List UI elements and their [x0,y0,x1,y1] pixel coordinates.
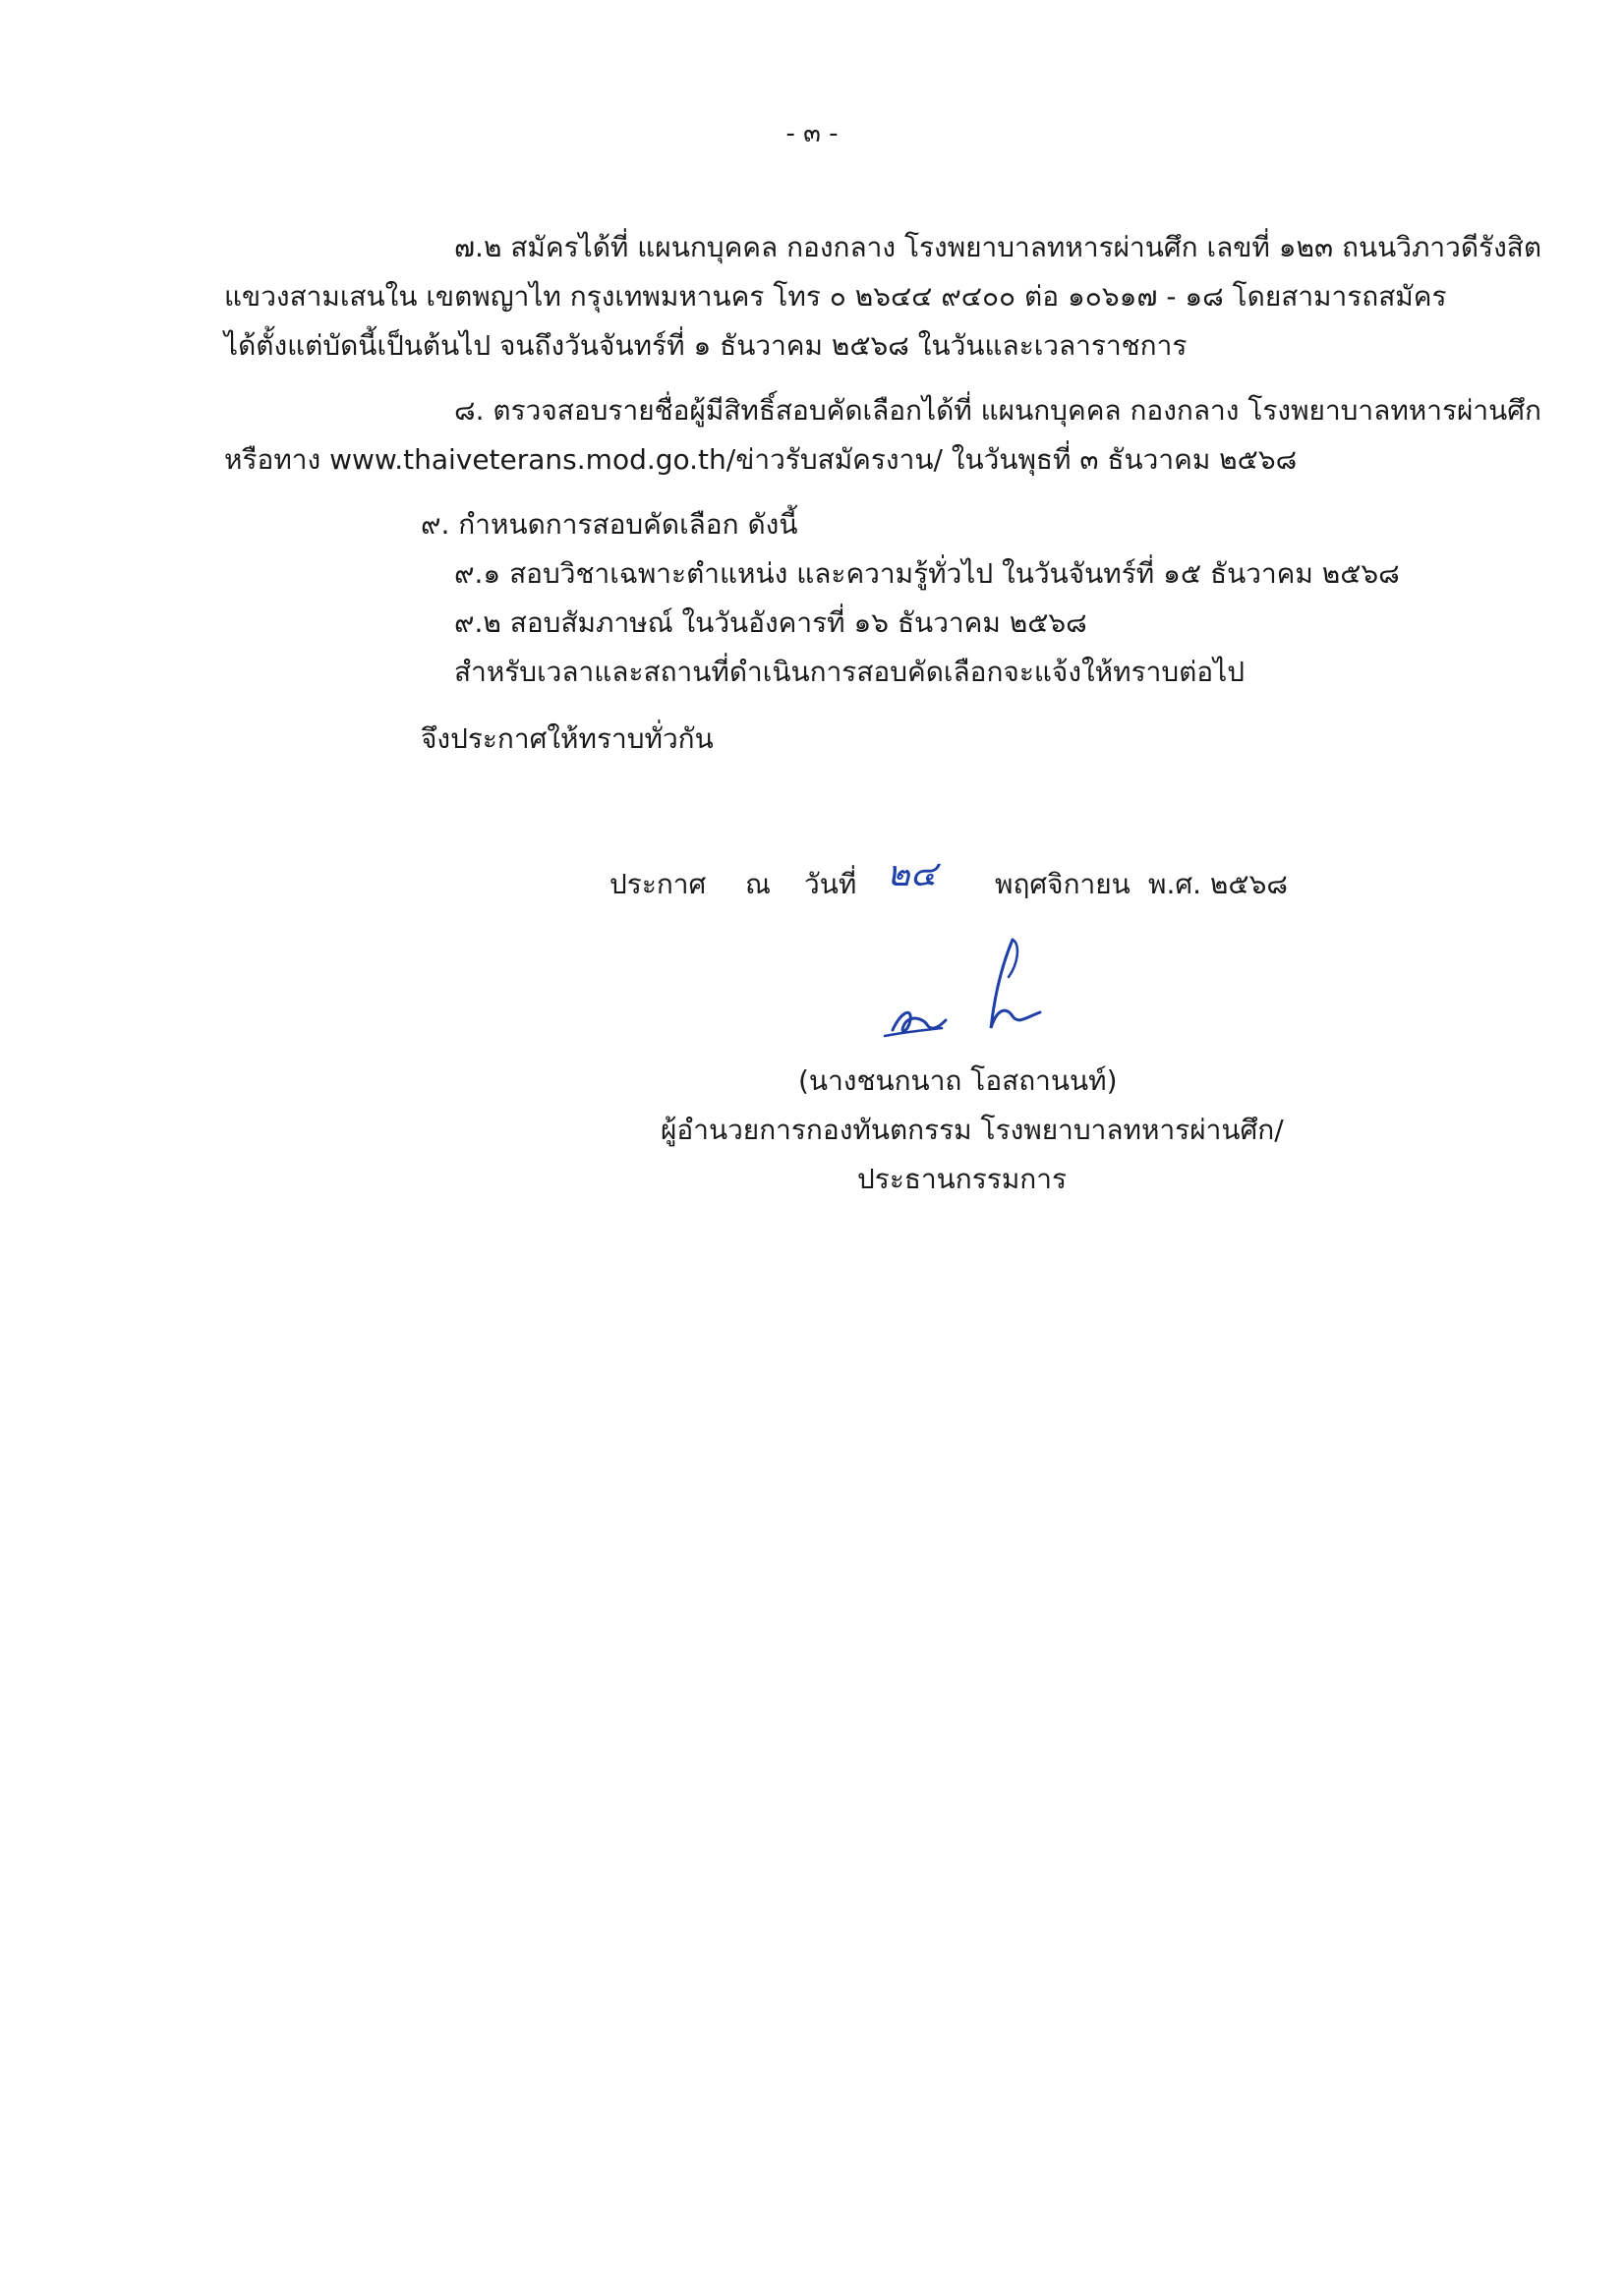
item-7-2-line-2: แขวงสามเสนใน เขตพญาไท กรุงเทพมหานคร โทร ๐ ๒๖๔๔ ๙๔๐๐ ต่อ ๑๐๖๑๗ - ๑๘ โดยสามารถสมัคร [224,280,1447,313]
item-7-2-line-1: ๗.๒ สมัครได้ที่ แผนกบุคคล กองกลาง โรงพยาบาลทหารผ่านศึก เลขที่ ๑๒๓ ถนนวิภาวดีรังสิต [454,231,1542,263]
signer-name: (นางชนกนาถ โอสถานนท์) [798,1064,1118,1097]
signer-role: ประธานกรรมการ [857,1163,1068,1195]
item-7-2-line-3: ได้ตั้งแต่บัดนี้เป็นต้นไป จนถึงวันจันทร์ที่ ๑ ธันวาคม ๒๕๖๘ ในวันและเวลาราชการ [224,329,1188,362]
item-9-note: สำหรับเวลาและสถานที่ดำเนินการสอบคัดเลือกจะแจ้งให้ทราบต่อไป [454,656,1245,688]
announce-at: ณ [745,868,771,900]
announce-word: ประกาศ [609,868,707,900]
page-number: - ๓ - [785,119,839,148]
announce-month: พฤศจิกายน [995,868,1131,900]
item-9-2: ๙.๒ สอบสัมภาษณ์ ในวันอังคารที่ ๑๖ ธันวาคม ๒๕๖๘ [454,606,1087,639]
item-9-heading: ๙. กำหนดการสอบคัดเลือก ดังนี้ [421,508,798,541]
announce-year: พ.ศ. ๒๕๖๘ [1148,868,1288,900]
item-8-line-1: ๘. ตรวจสอบรายชื่อผู้มีสิทธิ์สอบคัดเลือกได้ที่ แผนกบุคคล กองกลาง โรงพยาบาลทหารผ่านศึก [454,394,1541,427]
item-9-1: ๙.๑ สอบวิชาเฉพาะตำแหน่ง และความรู้ทั่วไป ในวันจันทร์ที่ ๑๕ ธันวาคม ๒๕๖๘ [454,557,1400,590]
signer-position: ผู้อำนวยการกองทันตกรรม โรงพยาบาลทหารผ่านศึก/ [661,1114,1284,1146]
announce-day-label: วันที่ [804,868,857,900]
handwritten-day: ๒๔ [887,854,937,894]
signature-image [865,934,1101,1062]
closing-statement: จึงประกาศให้ทราบทั่วกัน [421,722,714,755]
item-8-line-2: หรือทาง www.thaiveterans.mod.go.th/ข่าวรับสมัครงาน/ ในวันพุธที่ ๓ ธันวาคม ๒๕๖๘ [224,443,1298,476]
